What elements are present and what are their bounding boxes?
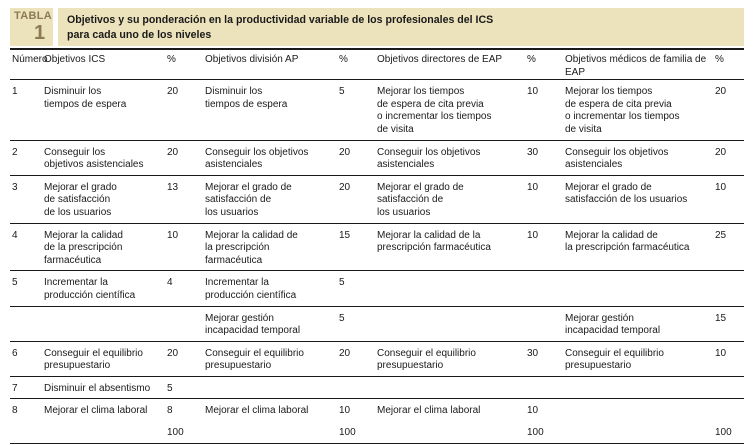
col-header-obj-ics: Objetivos ICS <box>44 51 167 80</box>
cell-obj-eap: Mejorar el grado de satisfacción de los usuarios <box>377 175 527 223</box>
row-number: 8 <box>12 405 18 417</box>
cell-obj-eap <box>377 306 527 341</box>
table-title-line-1: Objetivos y su ponderación en la productividad variable de los profesionales del ICS <box>67 14 494 26</box>
cell-pct-mf: 10 <box>715 175 744 223</box>
cell-pct-mf <box>715 376 744 399</box>
cell-pct-ics: 8 <box>167 405 173 417</box>
col-header-pct-eap: % <box>527 51 565 80</box>
objectives-table <box>10 51 744 444</box>
cell-pct-ap: 20 <box>339 140 377 175</box>
cell-obj-eap: Conseguir el equilibrio presupuestario <box>377 341 527 376</box>
cell-obj-mf: Mejorar los tiempos de espera de cita previa o incrementar los tiempos de visita <box>565 80 715 140</box>
col-header-pct-ap: % <box>339 51 377 80</box>
total-pct-mf: 100 <box>715 421 744 443</box>
cell-pct-mf: 25 <box>715 223 744 271</box>
table-row <box>10 306 744 341</box>
table-header <box>0 0 754 46</box>
table-number-box <box>10 8 53 46</box>
table-title <box>67 13 667 42</box>
col-header-pct-mf: % <box>715 51 744 80</box>
cell-obj-ap: Mejorar gestión incapacidad temporal <box>205 306 339 341</box>
totals-spacer-num <box>10 421 44 443</box>
row-number <box>10 306 44 341</box>
table-row <box>10 341 744 376</box>
row-number: 7 <box>10 376 44 399</box>
cell-pct-ics: 4 <box>167 271 205 306</box>
cell-pct-ap: 5 <box>339 306 377 341</box>
cell-pct-eap: 30 <box>527 140 565 175</box>
cell-pct-mf: 20 <box>715 140 744 175</box>
table-body <box>10 80 744 443</box>
row-number: 2 <box>10 140 44 175</box>
totals-spacer-ap <box>205 421 339 443</box>
table-title-box <box>58 8 744 46</box>
cell-obj-ap: Disminuir los tiempos de espera <box>205 80 339 140</box>
row-number: 3 <box>10 175 44 223</box>
cell-pct-eap: 10 <box>527 223 565 271</box>
cell-obj-eap <box>377 376 527 399</box>
cell-obj-ap: Conseguir el equilibrio presupuestario <box>205 341 339 376</box>
cell-obj-ap: Mejorar el grado de satisfacción de los usuarios <box>205 175 339 223</box>
cell-pct-ics: 20 <box>167 341 205 376</box>
col-header-pct-ics: % <box>167 51 205 80</box>
cell-pct-ap: 10 <box>339 405 351 417</box>
cell-obj-ics: Conseguir el equilibrio presupuestario <box>44 341 167 376</box>
cell-obj-eap: Mejorar la calidad de la prescripción farmacéutica <box>377 223 527 271</box>
cell-pct-eap <box>527 271 565 306</box>
cell-obj-ics: Mejorar el clima laboral <box>44 405 148 417</box>
cell-pct-ap: 5 <box>339 80 377 140</box>
table-label: TABLA <box>14 10 52 22</box>
cell-obj-mf <box>565 376 715 399</box>
cell-pct-ap: 5 <box>339 271 377 306</box>
cell-pct-ics: 13 <box>167 175 205 223</box>
cell-pct-ics <box>167 306 205 341</box>
total-pct-ap: 100 <box>339 421 377 443</box>
cell-obj-mf: Mejorar el grado de satisfacción de los usuarios <box>565 175 715 223</box>
table-row <box>10 399 744 421</box>
cell-obj-ap: Incrementar la producción científica <box>205 271 339 306</box>
cell-obj-mf: Mejorar gestión incapacidad temporal <box>565 306 715 341</box>
cell-pct-eap: 10 <box>527 80 565 140</box>
cell-obj-ics: Mejorar el grado de satisfacción de los usuarios <box>44 175 167 223</box>
table-header-row <box>10 51 744 80</box>
cell-obj-ics: Disminuir el absentismo <box>44 376 167 399</box>
total-pct-eap: 100 <box>527 421 565 443</box>
cell-pct-eap <box>527 376 565 399</box>
totals-spacer-ics <box>44 421 167 443</box>
table-row <box>10 271 744 306</box>
cell-obj-ap: Conseguir los objetivos asistenciales <box>205 140 339 175</box>
cell-obj-eap <box>377 271 527 306</box>
cell-obj-ics: Conseguir los objetivos asistenciales <box>44 140 167 175</box>
totals-row <box>10 421 744 443</box>
col-header-obj-mf: Objetivos médicos de familia de EAP <box>565 51 715 80</box>
row-number: 4 <box>10 223 44 271</box>
totals-spacer-eap <box>377 421 527 443</box>
col-header-obj-ap: Objetivos división AP <box>205 51 339 80</box>
col-header-numero: Número <box>10 51 44 80</box>
table-row <box>10 376 744 399</box>
cell-pct-mf: 15 <box>715 306 744 341</box>
table-row <box>10 140 744 175</box>
cell-pct-ap: 20 <box>339 175 377 223</box>
row-number: 6 <box>10 341 44 376</box>
cell-obj-ap <box>205 376 339 399</box>
cell-obj-ap: Mejorar la calidad de la prescripción farmacéutica <box>205 223 339 271</box>
cell-obj-eap: Conseguir los objetivos asistenciales <box>377 140 527 175</box>
cell-pct-mf <box>715 399 744 421</box>
cell-pct-eap: 30 <box>527 341 565 376</box>
cell-pct-ics: 10 <box>167 223 205 271</box>
cell-pct-eap <box>527 306 565 341</box>
cell-pct-ics: 20 <box>167 80 205 140</box>
cell-obj-eap: Mejorar el clima laboral <box>377 405 481 417</box>
top-rule <box>10 48 744 50</box>
table-title-line-2: para cada uno de los niveles <box>67 28 212 41</box>
table-number: 1 <box>34 22 46 44</box>
cell-pct-ics: 20 <box>167 140 205 175</box>
cell-pct-ap: 20 <box>339 341 377 376</box>
col-header-obj-eap: Objetivos directores de EAP <box>377 51 527 80</box>
cell-obj-mf <box>565 399 715 421</box>
row-number: 1 <box>10 80 44 140</box>
cell-pct-mf: 20 <box>715 80 744 140</box>
table-row <box>10 80 744 140</box>
cell-pct-ap: 15 <box>339 223 377 271</box>
row-number: 5 <box>10 271 44 306</box>
cell-obj-eap: Mejorar los tiempos de espera de cita previa o incrementar los tiempos de visita <box>377 80 527 140</box>
cell-obj-mf <box>565 271 715 306</box>
table-row <box>10 223 744 271</box>
cell-pct-eap: 10 <box>527 405 539 417</box>
cell-obj-mf: Conseguir los objetivos asistenciales <box>565 140 715 175</box>
cell-obj-ap: Mejorar el clima laboral <box>205 405 309 417</box>
cell-obj-ics <box>44 306 167 341</box>
cell-obj-mf: Conseguir el equilibrio presupuestario <box>565 341 715 376</box>
cell-obj-mf: Mejorar la calidad de la prescripción farmacéutica <box>565 223 715 271</box>
cell-pct-mf: 10 <box>715 341 744 376</box>
cell-pct-mf <box>715 271 744 306</box>
cell-obj-ics: Incrementar la producción científica <box>44 271 167 306</box>
total-pct-ics: 100 <box>167 421 205 443</box>
cell-obj-ics: Disminuir los tiempos de espera <box>44 80 167 140</box>
table-row <box>10 175 744 223</box>
cell-pct-ap <box>339 376 377 399</box>
cell-obj-ics: Mejorar la calidad de la prescripción farmacéutica <box>44 223 167 271</box>
cell-pct-ics: 5 <box>167 376 205 399</box>
totals-spacer-mf <box>565 421 715 443</box>
cell-pct-eap: 10 <box>527 175 565 223</box>
